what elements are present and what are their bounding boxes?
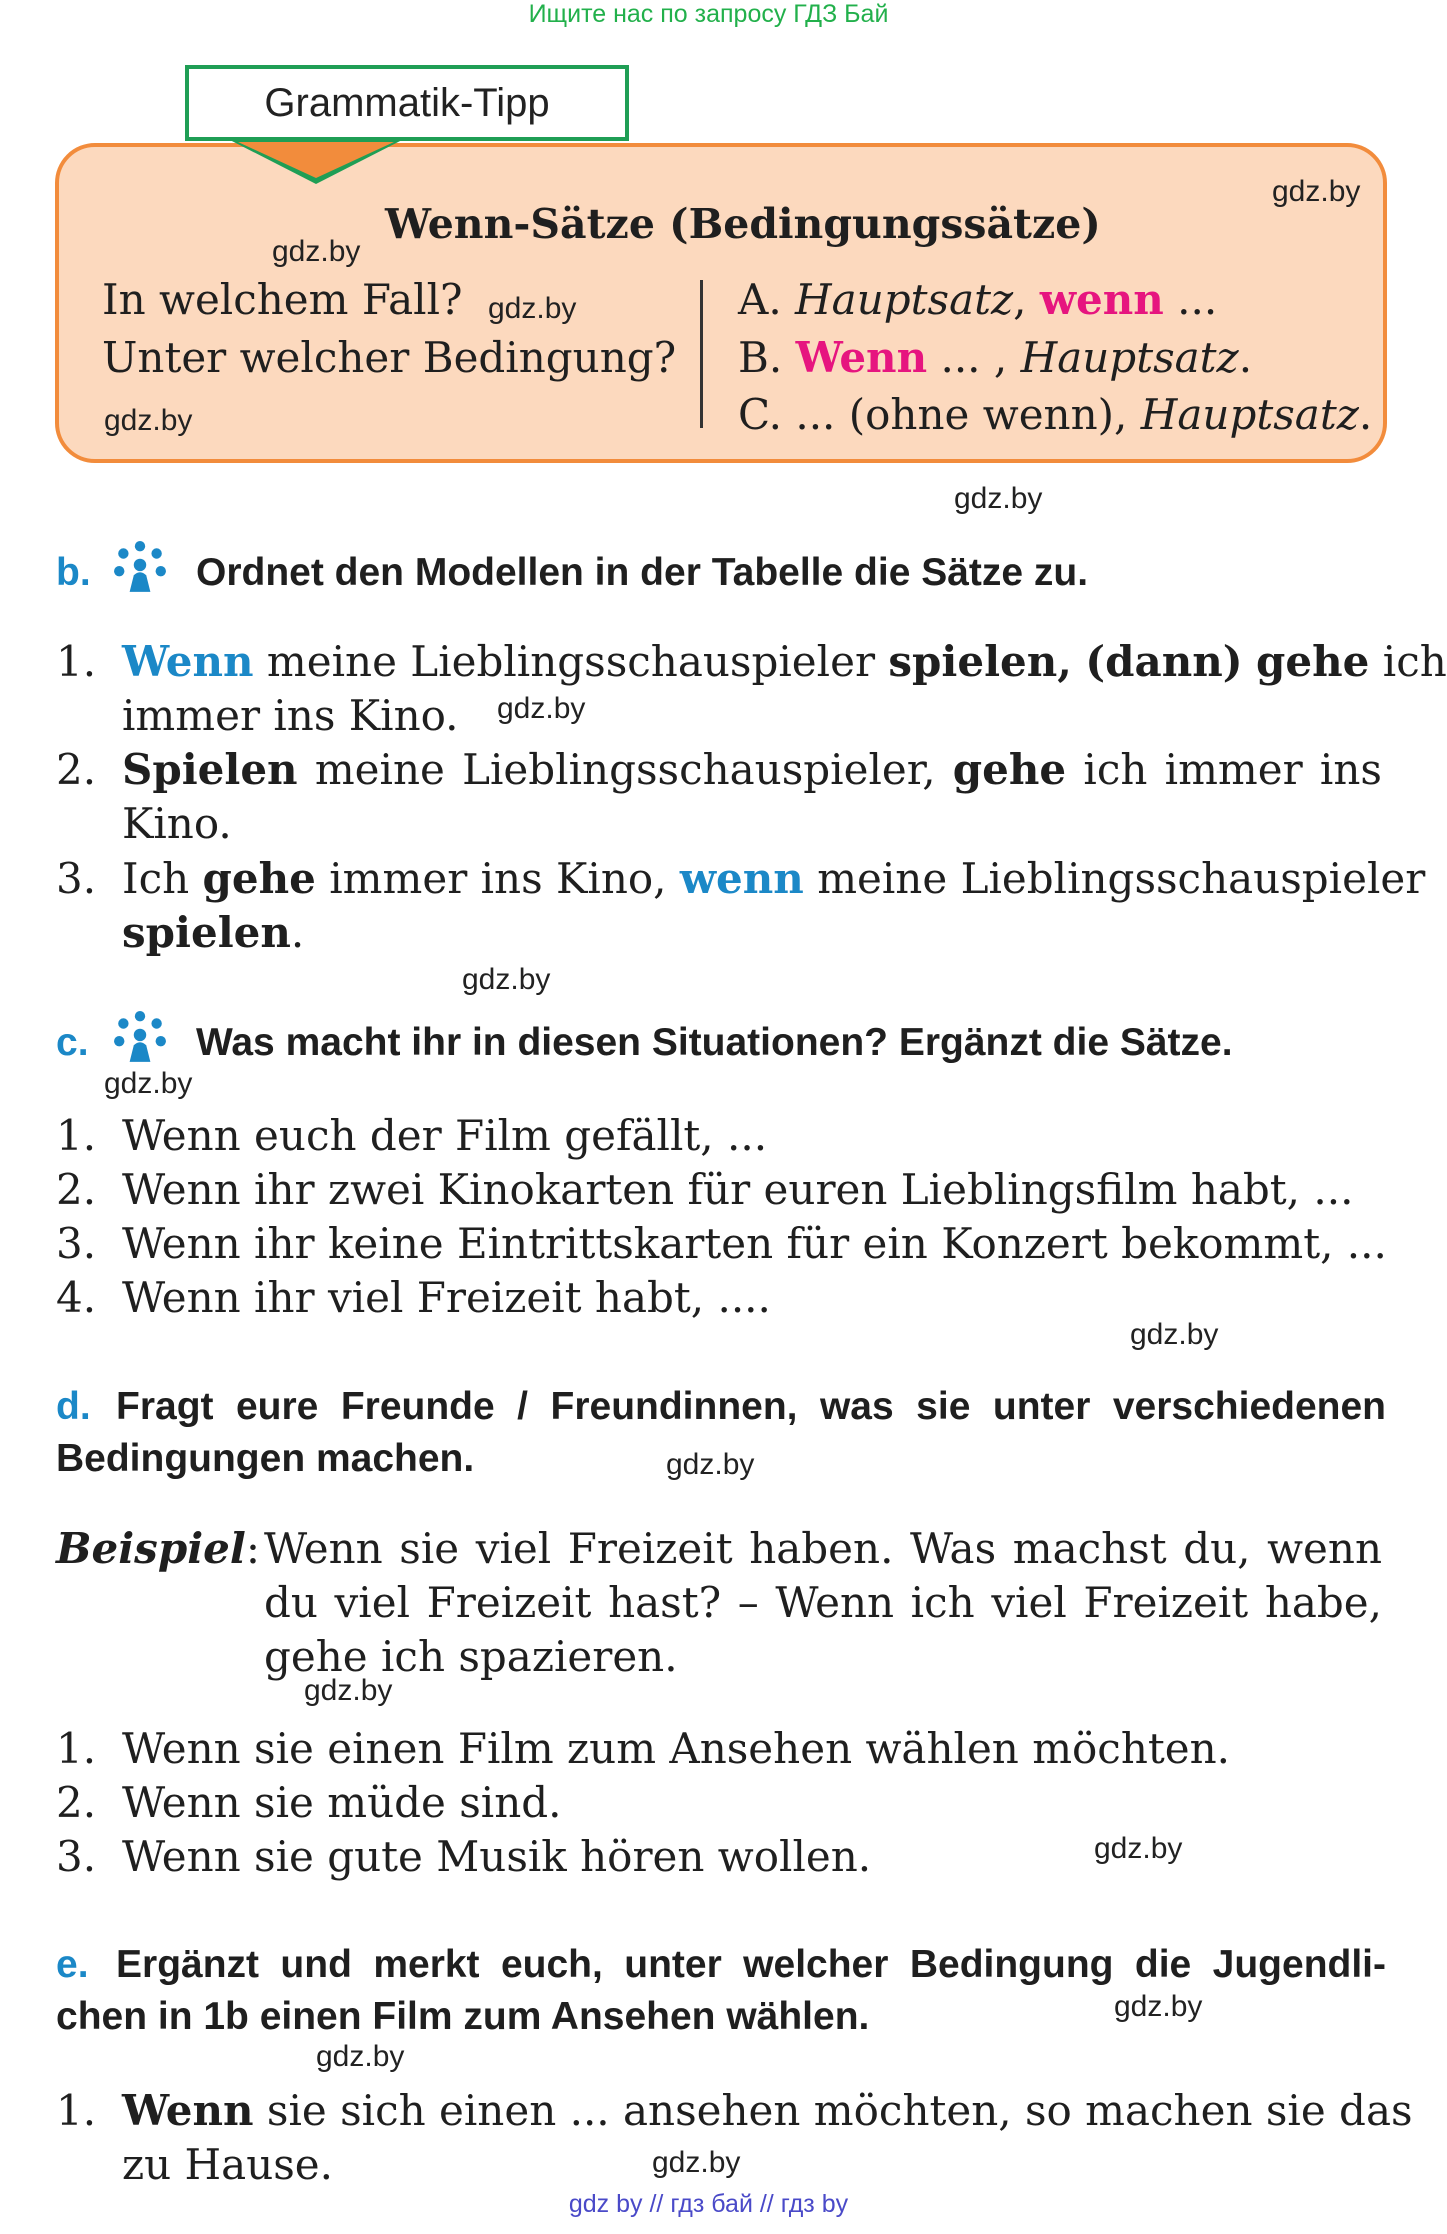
wenn-word: Wenn <box>122 637 254 686</box>
example-label-text: Beispiel <box>56 1524 246 1573</box>
tip-divider <box>700 280 703 428</box>
task-b-sentence-2-line-2: Kino. <box>122 799 232 848</box>
watermark: gdz.by <box>1272 175 1361 208</box>
top-note: Ищите нас по запросу ГДЗ Бай <box>528 0 889 28</box>
model-comma: , <box>1013 275 1027 324</box>
watermark: gdz.by <box>954 482 1043 515</box>
word: meine <box>266 637 397 686</box>
verb-word: spielen, <box>888 637 1072 686</box>
watermark: gdz.by <box>104 1067 193 1100</box>
task-b-letter: b. <box>56 551 91 594</box>
task-b-sentence-1-line-2: immer ins Kino. <box>122 691 459 740</box>
tip-question-1: In welchem Fall? <box>102 275 463 324</box>
task-b-num-2: 2. <box>56 745 97 794</box>
model-main-clause: Hauptsatz <box>1020 333 1239 382</box>
sentence-text: sie sich einen ... ansehen möchten, so machen sie das <box>266 2086 1413 2135</box>
word: meine <box>817 854 948 903</box>
task-e-num-1: 1. <box>56 2086 97 2135</box>
word: Ich <box>122 854 190 903</box>
verb-word: gehe <box>1256 637 1370 686</box>
model-dots: ... , <box>927 333 1008 382</box>
task-d-letter: d. <box>56 1385 91 1428</box>
model-dots: ... <box>1163 275 1218 324</box>
watermark: gdz.by <box>304 1674 393 1707</box>
task-c-sentence-1: Wenn euch der Film gefällt, ... <box>122 1111 768 1160</box>
tip-model-c <box>738 390 1372 439</box>
tab-arrow-icon <box>226 138 406 186</box>
model-letter: B. <box>738 333 783 382</box>
model-letter: C. <box>738 390 782 439</box>
grammar-tip-title: Wenn-Sätze (Bedingungssätze) <box>385 200 1101 248</box>
task-e-instruction-line-2: chen in 1b einen Film zum Ansehen wählen. <box>56 1995 870 2038</box>
verb-word: gehe <box>202 854 316 903</box>
tip-question-2: Unter welcher Bedingung? <box>102 333 677 382</box>
word: ich <box>1382 637 1447 686</box>
example-line-2: du viel Freizeit hast? – Wenn ich viel Freizeit habe, <box>264 1578 1382 1627</box>
word: immer <box>1164 745 1303 794</box>
task-b-num-3: 3. <box>56 854 97 903</box>
word: immer ins Kino, <box>329 854 667 903</box>
verb-word: spielen <box>122 908 291 957</box>
task-d-sentence-3: Wenn sie gute Musik hören wollen. <box>122 1832 872 1881</box>
task-e-sentence-1-line-2: zu Hause. <box>122 2140 334 2189</box>
task-e-letter: e. <box>56 1943 89 1986</box>
watermark: gdz.by <box>272 235 361 268</box>
watermark: gdz.by <box>1114 1990 1203 2023</box>
wenn-word: wenn <box>679 854 804 903</box>
model-main-clause: Hauptsatz <box>1140 390 1359 439</box>
task-b-instruction: Ordnet den Modellen in der Tabelle die Sätze zu. <box>196 551 1089 594</box>
word: meine <box>314 745 445 794</box>
word: Lieblingsschauspieler <box>410 637 876 686</box>
task-d-sentence-2: Wenn sie müde sind. <box>122 1778 562 1827</box>
word: . <box>290 908 305 957</box>
task-d-num-2: 2. <box>56 1778 97 1827</box>
task-d-num-3: 3. <box>56 1832 97 1881</box>
task-b-sentence-3-line-1 <box>122 854 1426 903</box>
model-main-clause: Hauptsatz <box>795 275 1014 324</box>
task-b-sentence-2-line-1 <box>122 745 1382 794</box>
example-line-3: gehe ich spazieren. <box>264 1632 678 1681</box>
word: ich <box>1083 745 1148 794</box>
word: Lieblingsschauspieler, <box>462 745 936 794</box>
watermark: gdz.by <box>1094 1832 1183 1865</box>
verb-word: Spielen <box>122 745 298 794</box>
group-work-icon <box>112 540 168 594</box>
model-end: . <box>1358 390 1373 439</box>
task-b-num-1: 1. <box>56 637 97 686</box>
footer-note: gdz by // гдз бай // гдз by <box>568 2190 849 2218</box>
watermark: gdz.by <box>1130 1318 1219 1351</box>
task-e-sentence-1-line-1 <box>122 2086 1413 2135</box>
task-d-instruction-line-1: Fragt eure Freunde / Freundinnen, was sie unter verschiedenen <box>116 1385 1386 1428</box>
task-d-instruction-line-2: Bedingungen machen. <box>56 1437 475 1480</box>
task-d-sentence-1: Wenn sie einen Film zum Ansehen wählen möchten. <box>122 1724 1231 1773</box>
task-c-sentence-3: Wenn ihr keine Eintrittskarten für ein Konzert bekommt, ... <box>122 1219 1387 1268</box>
task-c-num-3: 3. <box>56 1219 97 1268</box>
example-line-1: Wenn sie viel Freizeit haben. Was machst du, wenn <box>264 1524 1382 1573</box>
task-b-sentence-1-line-1 <box>122 637 1447 686</box>
model-wenn: Wenn <box>795 333 928 382</box>
task-c-num-4: 4. <box>56 1273 97 1322</box>
example-colon: : <box>245 1524 260 1573</box>
watermark: gdz.by <box>488 292 577 325</box>
verb-word: gehe <box>952 745 1067 794</box>
model-end: . <box>1238 333 1253 382</box>
task-d-num-1: 1. <box>56 1724 97 1773</box>
task-c-num-1: 1. <box>56 1111 97 1160</box>
group-work-icon <box>112 1010 168 1064</box>
watermark: gdz.by <box>462 963 551 996</box>
model-text: ... (ohne wenn), <box>795 390 1128 439</box>
task-c-instruction: Was macht ihr in diesen Situationen? Ergänzt die Sätze. <box>196 1021 1233 1064</box>
wenn-word: Wenn <box>122 2086 254 2135</box>
task-c-sentence-2: Wenn ihr zwei Kinokarten für euren Lieblingsfilm habt, ... <box>122 1165 1354 1214</box>
watermark: gdz.by <box>316 2040 405 2073</box>
tip-model-b <box>738 333 1252 382</box>
watermark: gdz.by <box>104 404 193 437</box>
task-c-letter: c. <box>56 1021 89 1064</box>
task-b-sentence-3-line-2 <box>122 908 304 957</box>
task-c-num-2: 2. <box>56 1165 97 1214</box>
word: ins <box>1319 745 1382 794</box>
model-letter: A. <box>738 275 782 324</box>
watermark: gdz.by <box>652 2146 741 2179</box>
watermark: gdz.by <box>666 1448 755 1481</box>
grammar-tip-tab: Grammatik-Tipp <box>185 65 629 141</box>
task-e-instruction-line-1: Ergänzt und merkt euch, unter welcher Bedingung die Jugendli- <box>116 1943 1386 1986</box>
tip-model-a <box>738 275 1217 324</box>
model-wenn: wenn <box>1039 275 1164 324</box>
example-label <box>56 1524 260 1573</box>
task-c-sentence-4: Wenn ihr viel Freizeit habt, .... <box>122 1273 771 1322</box>
word: Lieblingsschauspieler <box>960 854 1426 903</box>
watermark: gdz.by <box>497 692 586 725</box>
dann-word: (dann) <box>1085 637 1243 686</box>
